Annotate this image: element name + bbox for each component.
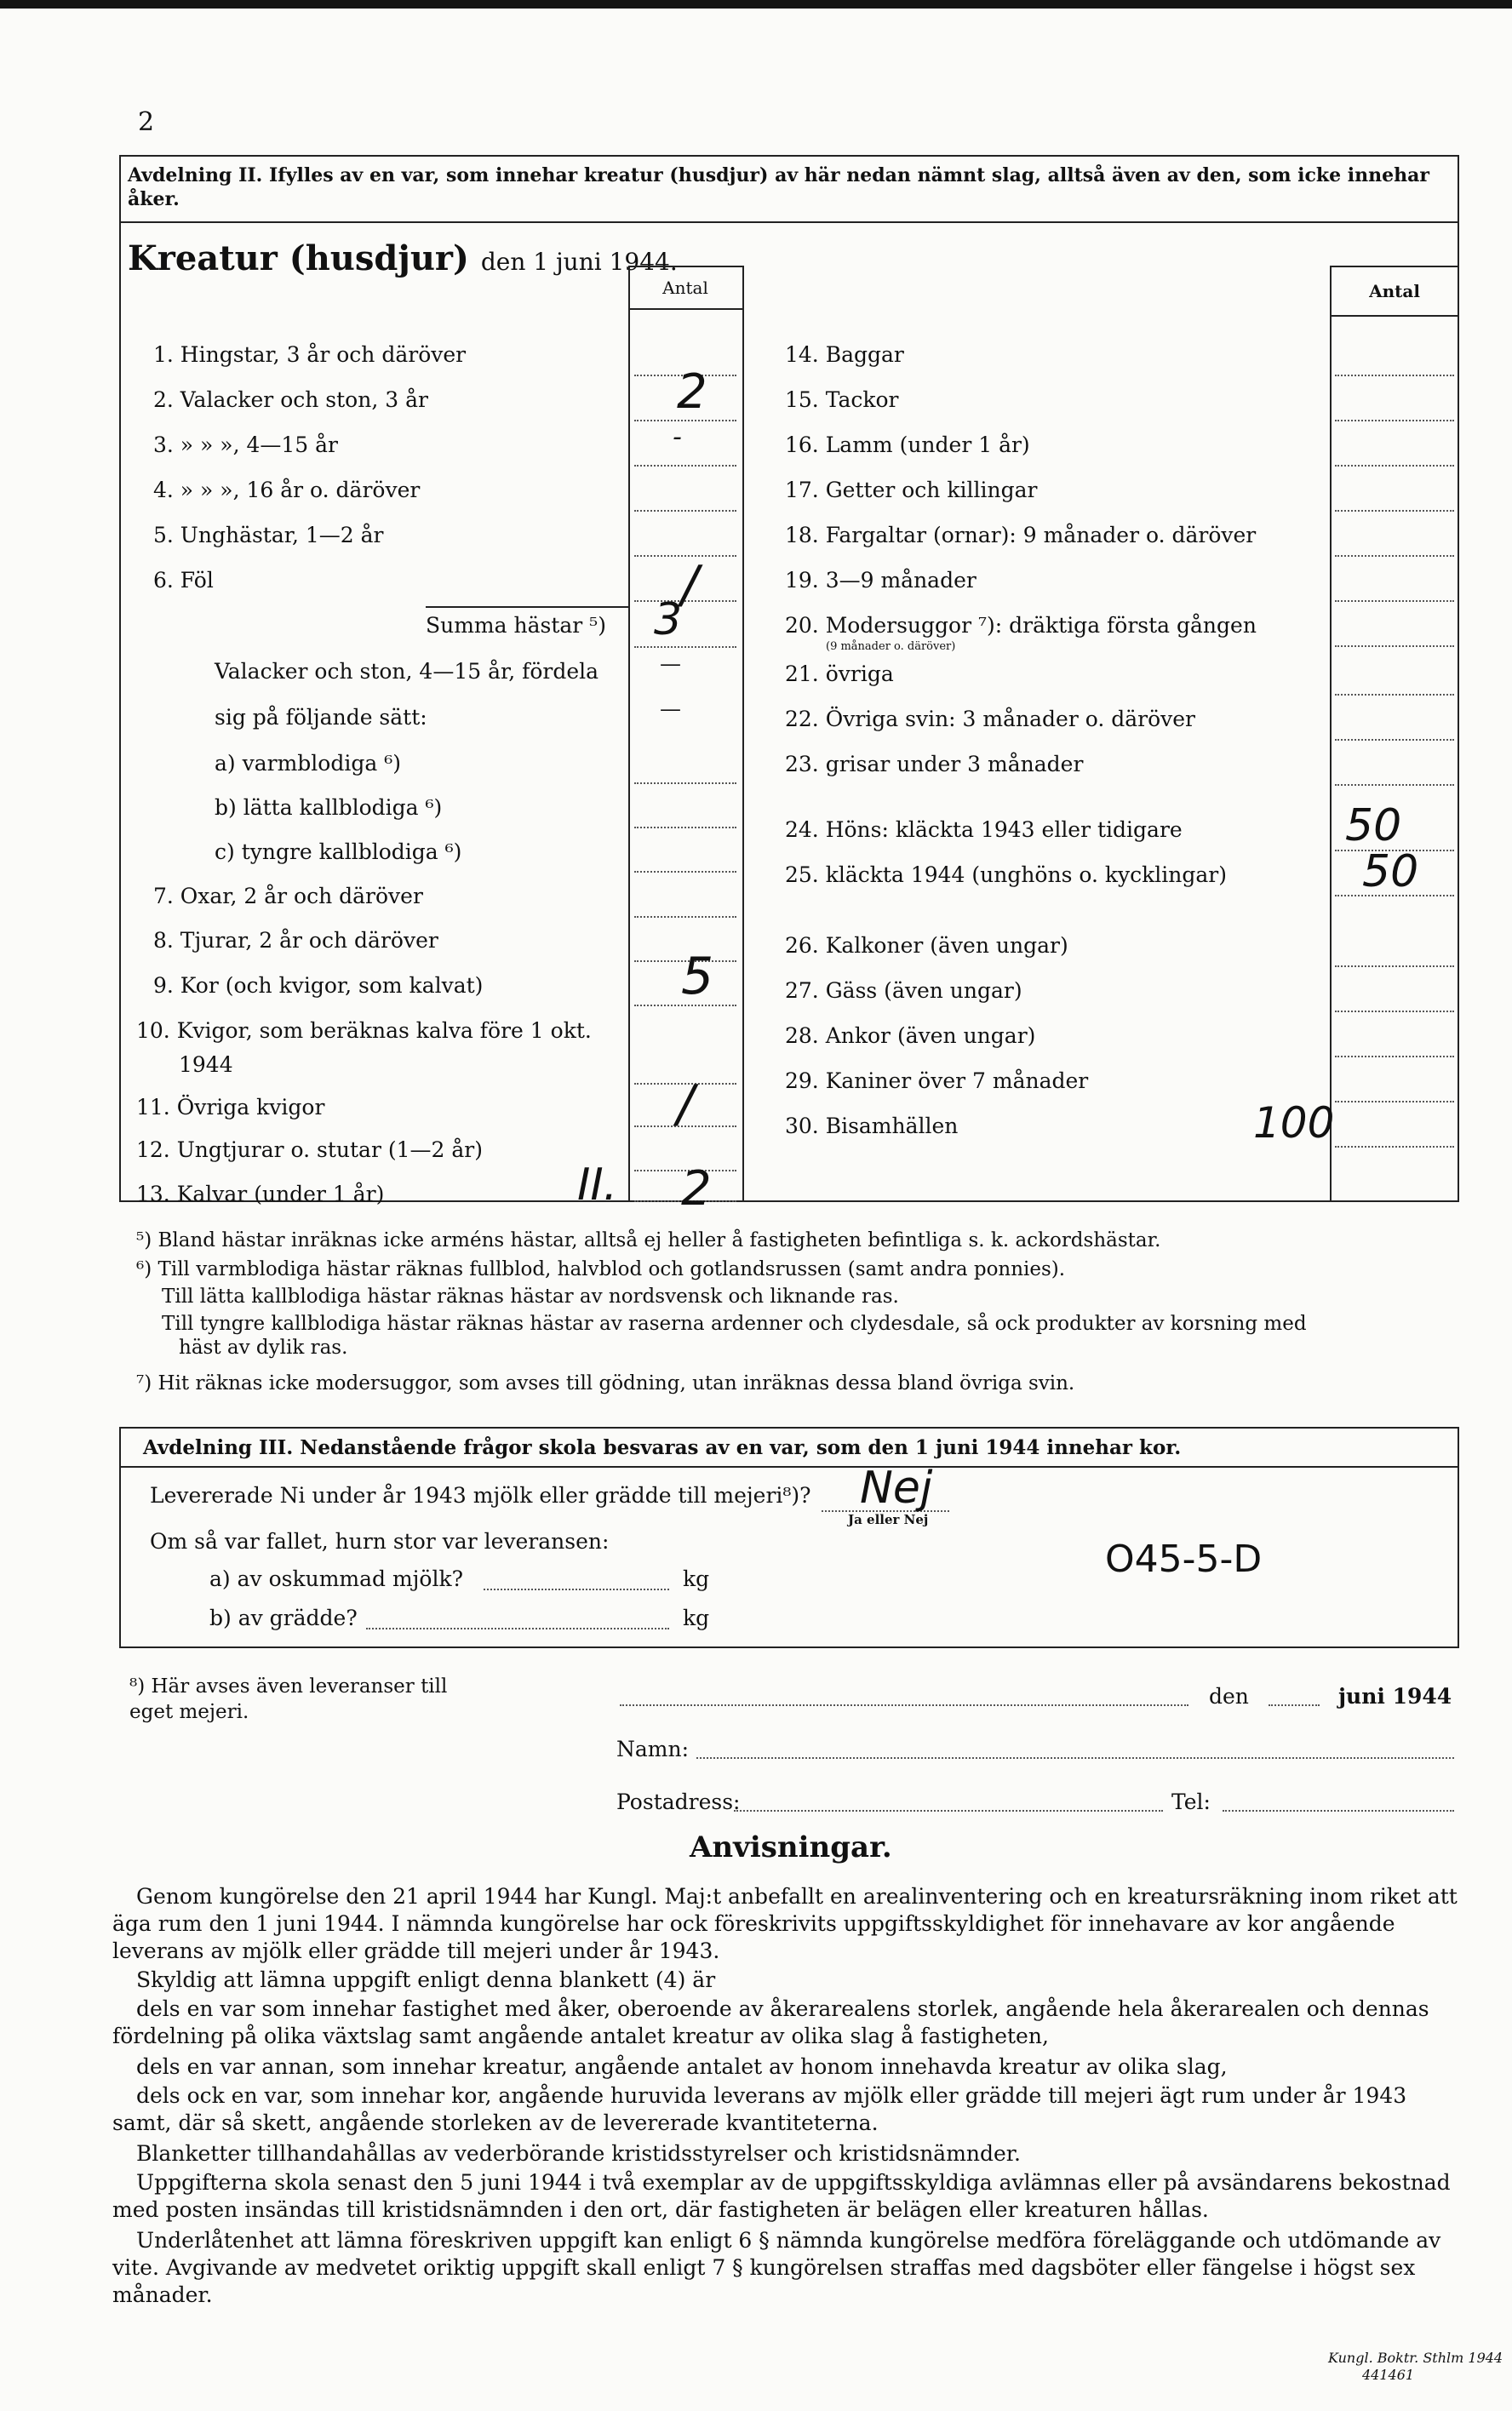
value-line xyxy=(634,420,736,421)
value-line xyxy=(634,827,736,828)
value-line xyxy=(634,782,736,784)
item-fol: 6. Föl xyxy=(153,568,214,593)
value-line xyxy=(1335,1056,1454,1057)
sig-den: den xyxy=(1209,1684,1249,1709)
anv-paragraph-1: Genom kungörelse den 21 april 1944 har Kungl. Maj:t anbefallt en arealinventering och en kreatursräkning inom riket att äga rum den 1 juni 1944. I nämnda kungörelse har ock föreskrivits uppgiftsskyldighet för innehavare av kor angående leverans av mjölk eller grädde till mejeri under år 1943. xyxy=(112,1884,1458,1963)
gradde-line xyxy=(366,1628,669,1629)
value-fordela-2: — xyxy=(660,696,681,721)
namn-line xyxy=(696,1757,1454,1759)
value-line xyxy=(1335,645,1454,647)
footnote-6d: häst av dylik ras. xyxy=(179,1337,348,1359)
value-line xyxy=(1335,600,1454,602)
item-unghastar: 5. Unghästar, 1—2 år xyxy=(153,523,384,547)
kreatur-heading xyxy=(128,238,678,278)
right-antal-top xyxy=(1330,266,1459,267)
unit-kg-b: kg xyxy=(683,1606,710,1630)
item-tyngre-kallblodiga: c) tyngre kallblodiga ⁶) xyxy=(215,839,462,864)
value-line xyxy=(1335,420,1454,421)
item-kalkoner: 26. Kalkoner (även ungar) xyxy=(785,933,1068,958)
value-kalvar: 2 xyxy=(681,1161,712,1217)
value-fol: / xyxy=(681,555,699,615)
sig-postadress: Postadress: xyxy=(616,1790,741,1814)
value-valacker-4-15: - xyxy=(673,422,682,452)
item-kalvar: 13. Kalvar (under 1 år) xyxy=(136,1182,385,1206)
value-line xyxy=(1335,465,1454,467)
answer-hint: Ja eller Nej xyxy=(848,1512,929,1527)
item-fargaltar: 18. Fargaltar (ornar): 9 månader o. däröver xyxy=(785,523,1257,547)
value-kalvar-margin: II. xyxy=(577,1160,618,1211)
oskummad-line xyxy=(484,1589,669,1590)
left-antal-bottom xyxy=(628,308,742,310)
item-ankor: 28. Ankor (även ungar) xyxy=(785,1023,1036,1048)
left-antal-top xyxy=(628,266,742,267)
page-number: 2 xyxy=(138,107,155,137)
anv-paragraph-6: Blanketter tillhandahållas av vederbörande kristidsstyrelser och kristidsnämnder. xyxy=(136,2141,1021,2166)
day-line xyxy=(1269,1704,1320,1706)
item-summa-hastar: Summa hästar ⁵) xyxy=(426,613,606,638)
anv-paragraph-8: Underlåtenhet att lämna föreskriven uppgift kan enligt 6 § nämnda kungörelse medföra föreläggande och utdömande av vite. Avgivande av medvetet oriktig uppgift skall enligt 7 § kungörelsen straffas med dagsböter eller fängelse i högst sex månader. xyxy=(112,2228,1441,2307)
question-oskummad: a) av oskummad mjölk? xyxy=(209,1566,464,1591)
item-tjurar: 8. Tjurar, 2 år och däröver xyxy=(153,928,438,953)
item-baggar: 14. Baggar xyxy=(785,342,904,367)
item-lamm: 16. Lamm (under 1 år) xyxy=(785,432,1030,457)
footnote-7: ⁷) Hit räknas icke modersuggor, som avses till gödning, utan inräknas dessa bland övriga svin. xyxy=(136,1372,1075,1394)
value-fordela-1: — xyxy=(660,651,681,676)
value-line xyxy=(1335,1101,1454,1102)
value-line xyxy=(1335,1146,1454,1148)
stamp-code: O45-5-D xyxy=(1105,1538,1263,1581)
item-fordela-1: Valacker och ston, 4—15 år, fördela xyxy=(215,659,599,684)
item-hons-1943: 24. Höns: kläckta 1943 eller tidigare xyxy=(785,817,1183,842)
item-bisamhallen: 30. Bisamhällen xyxy=(785,1114,959,1138)
anv-paragraph-2: Skyldig att lämna uppgift enligt denna blankett (4) är xyxy=(136,1967,716,1992)
tel-line xyxy=(1223,1810,1454,1812)
printer-number: 441461 xyxy=(1362,2367,1415,2383)
item-getter: 17. Getter och killingar xyxy=(785,478,1038,502)
footnote-6: ⁶) Till varmblodiga hästar räknas fullblod, halvblod och gotlandsrussen (samt andra ponnies). xyxy=(136,1258,1066,1280)
footnote-6b: Till lätta kallblodiga hästar räknas hästar av nordsvensk och liknande ras. xyxy=(162,1286,899,1308)
kreatur-title: Kreatur (husdjur) xyxy=(128,238,469,278)
item-valacker-3: 2. Valacker och ston, 3 år xyxy=(153,387,428,412)
item-fargaltar-3-9: 19. 3—9 månader xyxy=(785,568,976,593)
question-gradde: b) av grädde? xyxy=(209,1606,358,1630)
item-kor: 9. Kor (och kvigor, som kalvat) xyxy=(153,973,484,998)
value-summa-hastar: 3 xyxy=(654,594,683,645)
item-fordela-2: sig på följande sätt: xyxy=(215,705,427,730)
item-latta-kallblodiga: b) lätta kallblodiga ⁶) xyxy=(215,795,443,820)
footnote-5: ⁵) Bland hästar inräknas icke arméns hästar, alltså ej heller å fastigheten befintliga s. k. ackordshästar. xyxy=(136,1229,1161,1251)
item-kaniner: 29. Kaniner över 7 månader xyxy=(785,1068,1089,1093)
kreatur-date: den 1 juni 1944. xyxy=(480,248,678,276)
anv-paragraph-4: dels en var annan, som innehar kreatur, angående antalet av honom innehavda kreatur av olika slag, xyxy=(136,2054,1228,2079)
sig-tel: Tel: xyxy=(1171,1790,1211,1814)
item-ungtjurar: 12. Ungtjurar o. stutar (1—2 år) xyxy=(136,1137,483,1162)
value-line xyxy=(1335,739,1454,741)
value-line xyxy=(634,510,736,512)
item-modersuggor: 20. Modersuggor ⁷): dräktiga första gången xyxy=(785,613,1257,638)
item-tackor: 15. Tackor xyxy=(785,387,899,412)
item-modersuggor-ovriga: 21. övriga xyxy=(785,661,894,686)
right-value-col-left xyxy=(1330,266,1332,1202)
item-grisar: 23. grisar under 3 månader xyxy=(785,752,1084,776)
item-valacker-16: 4. » » », 16 år o. däröver xyxy=(153,478,421,502)
value-ovriga-kvigor: / xyxy=(677,1074,695,1134)
item-varmblodiga: a) varmblodiga ⁶) xyxy=(215,751,401,776)
item-modersuggor-note: (9 månader o. däröver) xyxy=(826,640,956,653)
item-kvigor-kalva-year: 1944 xyxy=(179,1052,233,1077)
value-kor: 5 xyxy=(681,947,714,1006)
item-gass: 27. Gäss (även ungar) xyxy=(785,978,1022,1003)
item-kvigor-kalva: 10. Kvigor, som beräknas kalva före 1 okt. xyxy=(136,1018,592,1043)
section-2-divider xyxy=(119,221,1459,223)
question-leverans: Levererade Ni under år 1943 mjölk eller grädde till mejeri⁸)? xyxy=(150,1483,811,1508)
item-hons-1944: 25. kläckta 1944 (unghöns o. kycklingar) xyxy=(785,862,1227,887)
value-line xyxy=(1335,1011,1454,1012)
value-line xyxy=(634,871,736,873)
value-hons-1943: 50 xyxy=(1345,800,1402,851)
item-valacker-4-15: 3. » » », 4—15 år xyxy=(153,432,338,457)
value-valacker-3: 2 xyxy=(677,364,707,420)
item-hingstar: 1. Hingstar, 3 år och däröver xyxy=(153,342,467,367)
section-3-title: Avdelning III. Nedanstående frågor skola besvaras av en var, som den 1 juni 1944 innehar kor. xyxy=(143,1436,1182,1459)
anv-paragraph-5: dels ock en var, som innehar kor, angående huruvida leverans av mjölk eller grädde till mejeri ägt rum under år 1943 samt, där så skett, angående storleken av de levererade kvantiteterna. xyxy=(112,2083,1407,2135)
sig-namn: Namn: xyxy=(616,1737,690,1761)
value-line xyxy=(1335,510,1454,512)
summa-underline xyxy=(426,606,628,608)
value-hons-1944: 50 xyxy=(1362,846,1419,897)
item-ovriga-svin: 22. Övriga svin: 3 månader o. däröver xyxy=(785,707,1195,731)
left-value-col-right xyxy=(742,266,744,1202)
item-ovriga-kvigor: 11. Övriga kvigor xyxy=(136,1095,325,1120)
printer-mark: Kungl. Boktr. Sthlm 1944 xyxy=(1328,2350,1503,2366)
value-line xyxy=(634,465,736,467)
top-border xyxy=(0,0,1512,9)
value-line xyxy=(1335,694,1454,696)
anv-paragraph-7: Uppgifterna skola senast den 5 juni 1944 i två exemplar av de uppgiftsskyldiga avlämnas eller på avsändarens bekostnad med posten insändas till kristidsnämnden i den ort, där fastigheten är belägen eller kreaturen hållas. xyxy=(112,2170,1451,2222)
value-line xyxy=(1335,784,1454,786)
value-line xyxy=(1335,555,1454,557)
unit-kg-a: kg xyxy=(683,1566,710,1591)
left-value-col-left xyxy=(628,266,630,1202)
date-place-line xyxy=(620,1704,1188,1706)
anvisningar-title: Anvisningar. xyxy=(690,1830,892,1864)
footnote-8: ⁸) Här avses även leveranser till eget mejeri. xyxy=(129,1675,448,1723)
left-antal-header: Antal xyxy=(662,278,708,298)
anv-paragraph-3: dels en var som innehar fastighet med åker, oberoende av åkerarealens storlek, angående hela åkerarealen och dennas fördelning på olika växtslag samt angående antalet kreatur av olika slag å fastigheten, xyxy=(112,1996,1429,2048)
value-line xyxy=(634,646,736,648)
right-antal-header: Antal xyxy=(1369,281,1420,301)
right-antal-bottom xyxy=(1330,315,1459,317)
value-line xyxy=(1335,965,1454,967)
value-line xyxy=(1335,375,1454,376)
footnote-6c: Till tyngre kallblodiga hästar räknas hästar av raserna ardenner och clydesdale, så ock produkter av korsning med xyxy=(162,1313,1307,1335)
postadress-line xyxy=(734,1810,1163,1812)
item-oxar: 7. Oxar, 2 år och däröver xyxy=(153,884,423,908)
sig-juni: juni 1944 xyxy=(1338,1684,1452,1709)
value-bisamhallen: 100 xyxy=(1253,1098,1335,1148)
section-2-title: Avdelning II. Ifylles av en var, som innehar kreatur (husdjur) av här nedan nämnt slag, alltså även av den, som icke innehar åker. xyxy=(128,164,1429,210)
question-storlek: Om så var fallet, hurn stor var leveransen: xyxy=(150,1529,610,1554)
answer-nej: Nej xyxy=(860,1463,933,1514)
section-3-divider xyxy=(119,1466,1459,1468)
value-line xyxy=(634,916,736,918)
